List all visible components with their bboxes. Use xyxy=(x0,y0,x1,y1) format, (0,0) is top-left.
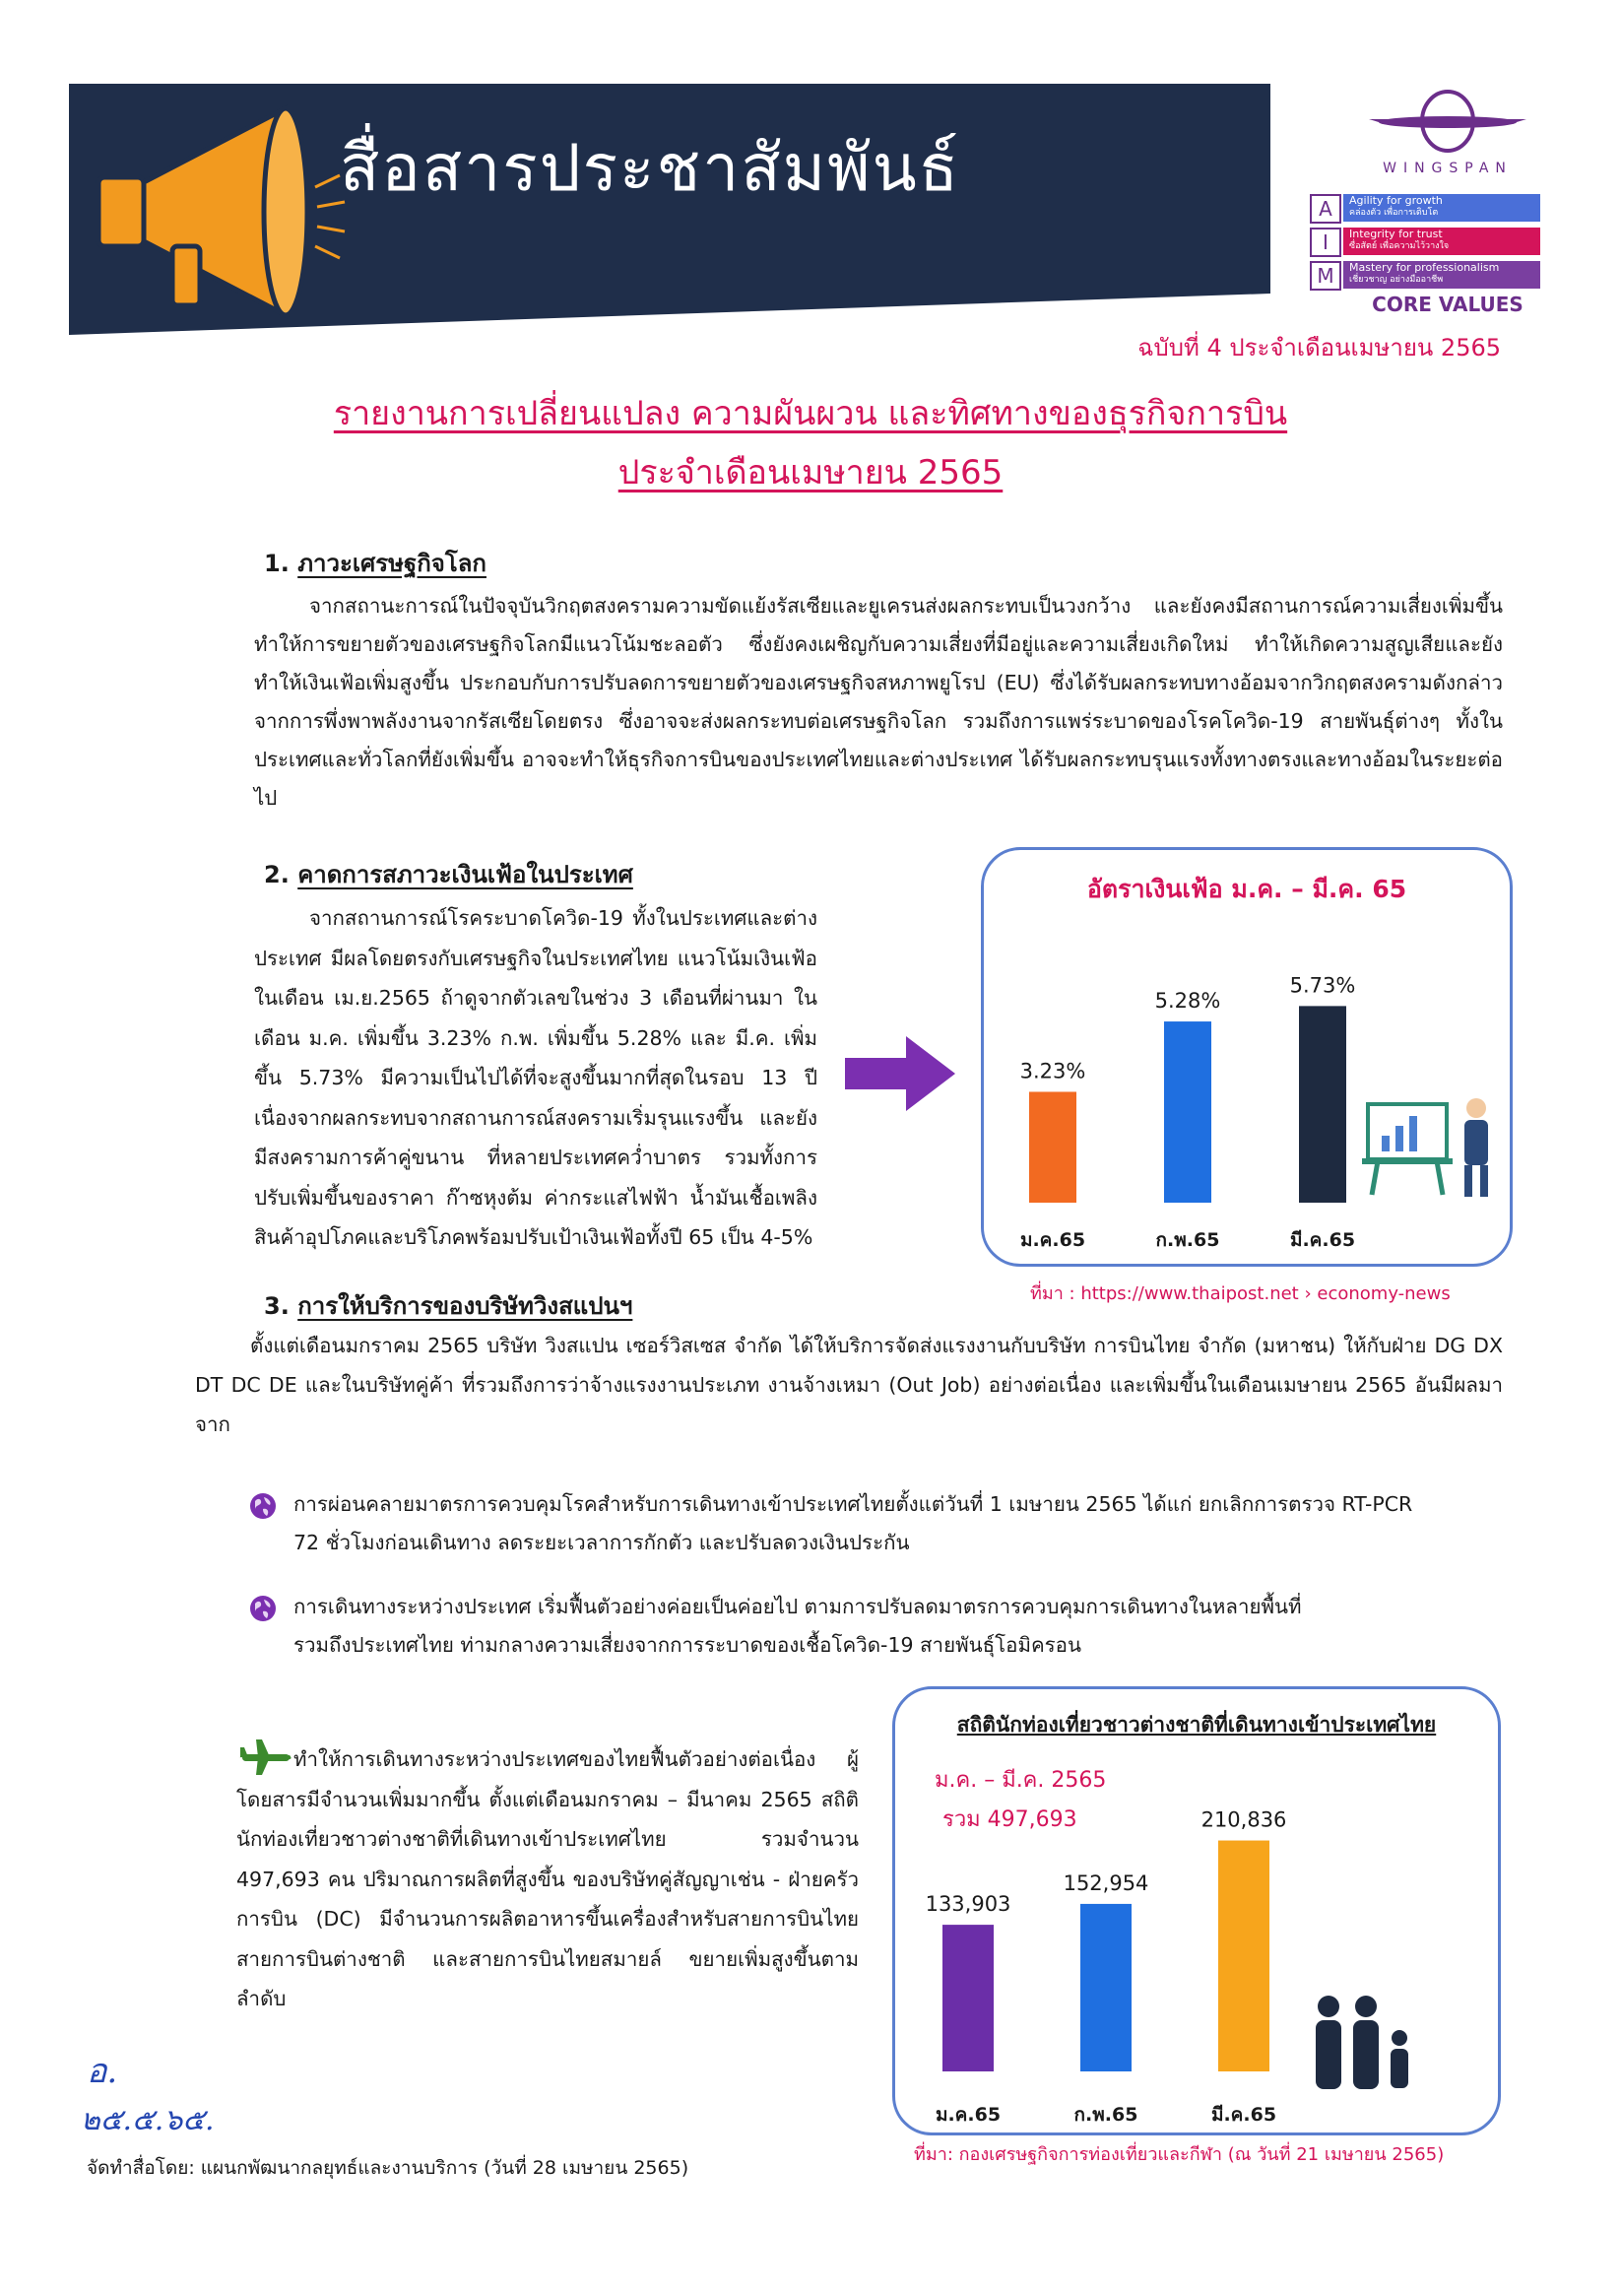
bar-1 xyxy=(1080,1904,1132,2071)
logo-row-text: Integrity for trust xyxy=(1349,228,1443,240)
logo-row-text: Mastery for professionalism xyxy=(1349,261,1500,274)
logo-row-sub: เชี่ยวชาญ อย่างมืออาชีพ xyxy=(1349,275,1444,285)
category-label: ม.ค.65 xyxy=(935,2104,1002,2126)
section3-title: การให้บริการของบริษัทวิงสแปนฯ xyxy=(297,1292,633,1320)
signature-line2: ๒๕.๕.๖๕. xyxy=(81,2103,215,2137)
inflation-chart xyxy=(984,850,1510,1264)
logo-row-agility xyxy=(1310,194,1546,222)
tourist-chart-source: ที่มา: กองเศรษฐกิจการท่องเที่ยวและกีฬา (ณ วันที่ 21 เมษายน 2565) xyxy=(914,2144,1445,2165)
bar-2 xyxy=(1299,1006,1346,1203)
presentation-illustration xyxy=(1362,1098,1488,1197)
inflation-chart-title: อัตราเงินเฟ้อ ม.ค. – มี.ค. 65 xyxy=(1086,875,1407,903)
arrow-right-icon xyxy=(845,1036,955,1111)
category-label: มี.ค.65 xyxy=(1289,1229,1356,1251)
inflation-chart-box xyxy=(981,847,1513,1267)
inflation-chart-source: ที่มา : https://www.thaipost.net › economy-news xyxy=(1030,1283,1451,1304)
section3-text: ตั้งแต่เดือนมกราคม 2565 บริษัท วิงสแปน เซอร์วิสเซส จำกัด ได้ให้บริการจัดส่งแรงงานกับบริษัท การบินไทย จำกัด (มหาชน) ให้กับฝ่าย DG DX DT DC DE และในบริษัทคู่ค้า ที่รวมถึงการว่าจ้างแรงงานประเภท งานจ้างเหมา (Out Job) อย่างต่อเนื่อง และเพิ่มขึ้นในเดือนเมษายน 2565 อันมีผลมาจาก xyxy=(195,1334,1503,1436)
wingspan-logo xyxy=(1310,84,1546,320)
bar-0 xyxy=(942,1925,994,2071)
bar-0 xyxy=(1029,1091,1076,1203)
section1-text: จากสถานะการณ์ในปัจจุบันวิกฤตสงครามความขัดแย้งรัสเซียและยูเครนส่งผลกระทบเป็นวงกว้าง และยังคงมีสถานการณ์ความเสี่ยงเพิ่มขึ้น ทำให้การขยายตัวของเศรษฐกิจโลกมีแนวโน้มชะลอตัว ซึ่งยังคงเผชิญกับความเสี่ยงที่มีอยู่และความเสี่ยงเกิดใหม่ ทำให้เกิดความสูญเสียและยังทำให้เงินเฟ้อเพิ่มสูงขึ้น ประกอบกับการปรับลดการขยายตัวของเศรษฐกิจสหภาพยูโรป (EU) ซึ่งได้รับผลกระทบทางอ้อมจากวิกฤตสงครามดังกล่าวจากการพึ่งพาพลังงานจากรัสเซียโดยตรง ซึ่งอาจจะส่งผลกระทบต่อเศรษฐกิจโลก รวมถึงการแพร่ระบาดของโรคโควิด-19 สายพันธุ์ต่างๆ ทั้งในประเทศและทั่วโลกที่ยังเพิ่มขึ้น อาจจะทำให้ธุรกิจการบินของประเทศไทยและต่างประเทศ ได้รับผลกระทบรุนแรงทั้งทางตรงและทางอ้อมในระยะต่อไป xyxy=(254,594,1503,810)
footer-credit: จัดทำสื่อโดย: แผนกพัฒนากลยุทธ์และงานบริการ (วันที่ 28 เมษายน 2565) xyxy=(87,2157,689,2179)
bullet-2-line2: รวมถึงประเทศไทย ท่ามกลางความเสี่ยงจากการระบาดของเชื้อโควิด-19 สายพันธุ์โอมิครอน xyxy=(293,1633,1082,1657)
family-icon xyxy=(1316,1996,1408,2089)
issue-line: ฉบับที่ 4 ประจำเดือนเมษายน 2565 xyxy=(1137,334,1501,361)
bar-1 xyxy=(1164,1021,1211,1203)
bar-value-label: 3.23% xyxy=(1019,1059,1086,1083)
section1-title: ภาวะเศรษฐกิจโลก xyxy=(297,550,486,577)
tourist-chart-subtitle1: ม.ค. – มี.ค. 2565 xyxy=(935,1768,1107,1793)
headline-line1: รายงานการเปลี่ยนแปลง ความผันผวน และทิศทางของธุรกิจการบิน xyxy=(333,394,1288,433)
logo-core-values: CORE VALUES xyxy=(1372,293,1524,316)
logo-wordmark: WINGSPAN xyxy=(1383,161,1513,176)
section3-heading xyxy=(264,1286,632,1325)
bullet-1-line1: การผ่อนคลายมาตรการควบคุมโรคสำหรับการเดินทางเข้าประเทศไทยตั้งแต่วันที่ 1 เมษายน 2565 ได้แก่ ยกเลิกการตรวจ RT-PCR xyxy=(293,1492,1413,1516)
logo-letter: I xyxy=(1310,228,1341,257)
logo-row-sub: ซื่อสัตย์ เพื่อความไว้วางใจ xyxy=(1349,241,1450,251)
airplane-logo-icon xyxy=(1349,84,1546,163)
logo-letter: A xyxy=(1310,194,1341,224)
category-label: ก.พ.65 xyxy=(1155,1229,1220,1251)
signature xyxy=(77,2045,225,2143)
bar-value-label: 152,954 xyxy=(1063,1870,1149,1895)
category-label: ม.ค.65 xyxy=(1019,1229,1086,1251)
bar-value-label: 133,903 xyxy=(925,1892,1011,1917)
globe-icon xyxy=(248,1491,278,1521)
section2-number: 2. xyxy=(264,861,290,888)
plane-paragraph: ทำให้การเดินทางระหว่างประเทศของไทยฟื้นตัวอย่างต่อเนื่อง ผู้โดยสารมีจำนวนเพิ่มมากขึ้น ตั้งแต่เดือนมกราคม – มีนาคม 2565 สถิตินักท่องเที่ยวชาวต่างชาติที่เดินทางเข้าประเทศไทย รวมจำนวน 497,693 คน ปริมาณการผลิตที่สูงขึ้น ของบริษัทคู่สัญญาเช่น - ฝ่ายครัวการบิน (DC) มีจำนวนการผลิตอาหารขึ้นเครื่องสำหรับสายการบินไทย สายการบินต่างชาติ และสายการบินไทยสมายล์ ขยายเพิ่มสูงขึ้นตามลำดับ xyxy=(236,1747,859,2010)
signature-line1: อ. xyxy=(87,2052,118,2091)
bar-value-label: 210,836 xyxy=(1200,1807,1287,1832)
section3-number: 3. xyxy=(264,1292,290,1320)
tourist-chart-box xyxy=(892,1686,1501,2135)
tourist-chart-subtitle2: รวม 497,693 xyxy=(942,1807,1077,1832)
bullet-2 xyxy=(293,1588,1515,1665)
bullet-1-line2: 72 ชั่วโมงก่อนเดินทาง ลดระยะเวลาการกักตัว และปรับลดวงเงินประกัน xyxy=(293,1531,910,1554)
bar-value-label: 5.28% xyxy=(1154,989,1221,1014)
tourist-chart xyxy=(895,1689,1498,2132)
section2-text: จากสถานการณ์โรคระบาดโควิด-19 ทั้งในประเทศและต่างประเทศ มีผลโดยตรงกับเศรษฐกิจในประเทศไทย แนวโน้มเงินเฟ้อในเดือน เม.ย.2565 ถ้าดูจากตัวเลขในช่วง 3 เดือนที่ผ่านมา ในเดือน ม.ค. เพิ่มขึ้น 3.23% ก.พ. เพิ่มขึ้น 5.28% และ มี.ค. เพิ่มขึ้น 5.73% มีความเป็นไปได้ที่จะสูงขึ้นมากที่สุดในรอบ 13 ปี เนื่องจากผลกระทบจากสถานการณ์สงครามเริ่มรุนแรงขึ้น และยังมีสงครามการค้าคู่ขนาน ที่หลายประเทศคว่ำบาตร รวมทั้งการปรับเพิ่มขึ้นของราคา ก๊าซหุงต้ม ค่ากระแสไฟฟ้า น้ำมันเชื้อเพลิง สินค้าอุปโภคและบริโภคพร้อมปรับเป้าเงินเฟ้อทั้งปี 65 เป็น 4-5% xyxy=(254,906,817,1249)
section2-title: คาดการสภาวะเงินเฟ้อในประเทศ xyxy=(297,861,633,888)
tourist-chart-title: สถิตินักท่องเที่ยวชาวต่างชาติที่เดินทางเข้าประเทศไทย xyxy=(956,1713,1437,1737)
section1-heading xyxy=(264,544,486,582)
bar-value-label: 5.73% xyxy=(1289,973,1356,998)
section2-heading xyxy=(264,855,633,893)
logo-row-sub: คล่องตัว เพื่อการเติบโต xyxy=(1349,208,1439,218)
bar-2 xyxy=(1218,1841,1269,2071)
logo-row-integrity xyxy=(1310,228,1546,255)
bullet-1 xyxy=(293,1485,1515,1562)
headline-line2: ประจำเดือนเมษายน 2565 xyxy=(617,453,1004,492)
category-label: ก.พ.65 xyxy=(1073,2104,1138,2126)
banner-title: สื่อสารประชาสัมพันธ์ xyxy=(340,130,961,206)
logo-row-mastery xyxy=(1310,261,1546,289)
logo-row-text: Agility for growth xyxy=(1349,194,1443,207)
category-label: มี.ค.65 xyxy=(1210,2104,1277,2126)
section1-number: 1. xyxy=(264,550,290,577)
bullet-2-line1: การเดินทางระหว่างประเทศ เริ่มฟื้นตัวอย่างค่อยเป็นค่อยไป ตามการปรับลดมาตรการควบคุมการเดินทางในหลายพื้นที่ xyxy=(293,1595,1302,1618)
logo-letter: M xyxy=(1310,261,1341,291)
globe-icon xyxy=(248,1594,278,1623)
